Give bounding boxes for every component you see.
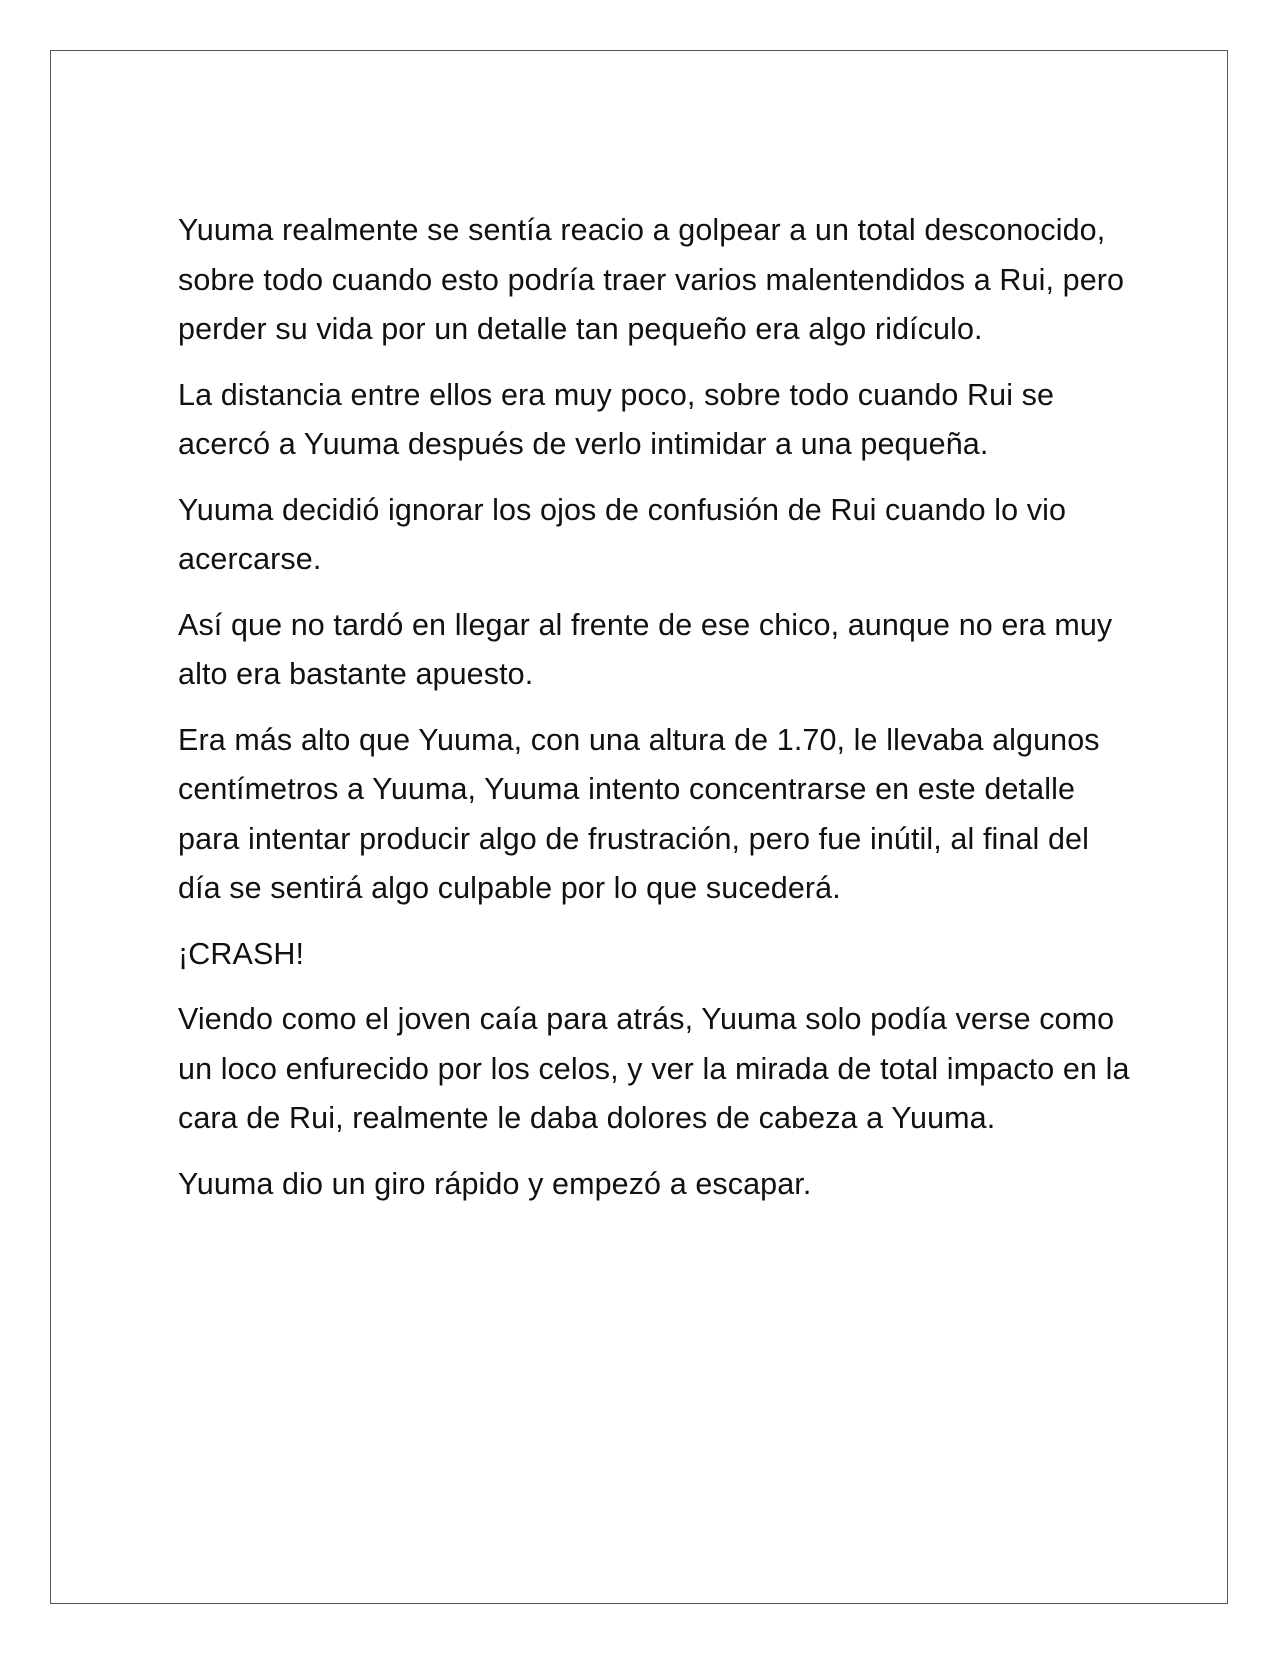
paragraph: Yuuma decidió ignorar los ojos de confusión de Rui cuando lo vio acercarse. <box>178 492 1067 576</box>
document-body <box>178 206 1138 1225</box>
document-page <box>50 50 1228 1604</box>
paragraph: La distancia entre ellos era muy poco, sobre todo cuando Rui se acercó a Yuuma después de verlo intimidar a una pequeña. <box>178 377 1055 461</box>
paragraph: Yuuma dio un giro rápido y empezó a escapar. <box>178 1166 812 1201</box>
paragraph: ¡CRASH! <box>178 936 305 971</box>
paragraph: Era más alto que Yuuma, con una altura de 1.70, le llevaba algunos centímetros a Yuuma, Yuuma intento concentrarse en este detalle para intentar producir algo de frustración, pero fue inútil, al final del día se sentirá algo culpable por lo que sucederá. <box>178 722 1100 905</box>
paragraph: Viendo como el joven caía para atrás, Yuuma solo podía verse como un loco enfurecido por los celos, y ver la mirada de total impacto en la cara de Rui, realmente le daba dolores de cabeza a Yuuma. <box>178 1002 1130 1135</box>
paragraph: Yuuma realmente se sentía reacio a golpear a un total desconocido, sobre todo cuando esto podría traer varios malentendidos a Rui, pero perder su vida por un detalle tan pequeño era algo ridículo. <box>178 213 1125 346</box>
paragraph: Así que no tardó en llegar al frente de ese chico, aunque no era muy alto era bastante apuesto. <box>178 607 1113 691</box>
